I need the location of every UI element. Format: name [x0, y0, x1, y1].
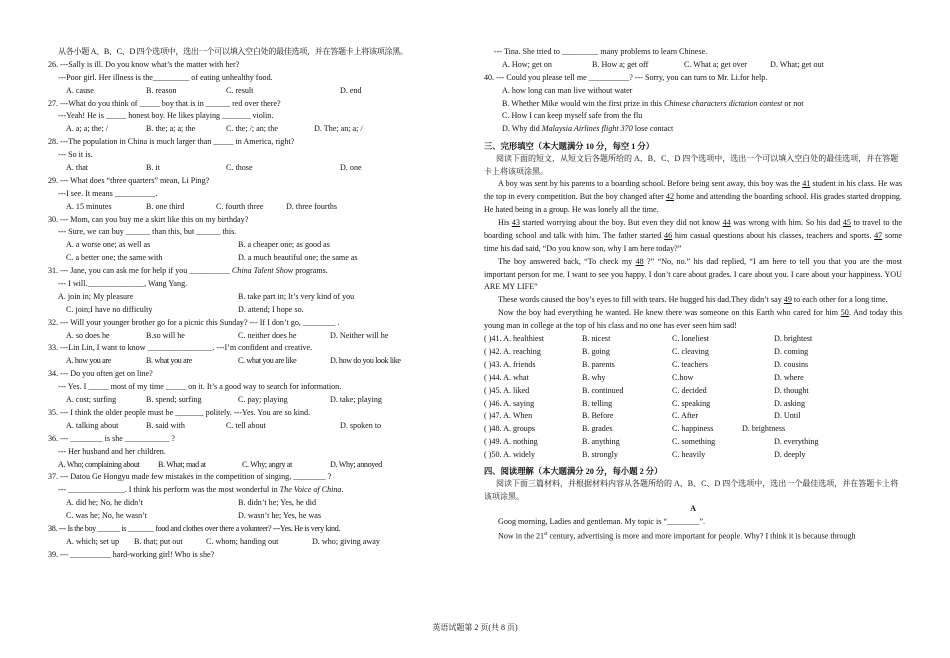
q39-options [484, 59, 902, 72]
q37-options-cd [48, 510, 468, 523]
q34-stem: 34. --- Do you often get on line? [48, 369, 153, 379]
passage-a-paragraph-1: Goog morning, Ladies and gentleman. My topic is “________”. [498, 516, 706, 526]
cloze-paragraph-1: A boy was sent by his parents to a boarding school. Before being sent away, this boy was the 41 student in his class. He was the top in every competition. But the boy changed after 42 home and attending the boarding school. His grades started dropping. He hated being in a group. He was lonely all the time. [484, 179, 902, 215]
cloze-paragraph-3: The boy answered back, “To check my 48 ?” “No, no.” his dad replied, “I am here to tell you that you are the most important person for me. I want to see you happy. I don’t care about grades. I care about you. I care about your happiness. YOU ARE MY LIFE” [484, 256, 902, 292]
page-footer: 英语试题第 2 页(共 8 页) [432, 623, 518, 632]
q32-option-d[interactable]: D. Neither will he [330, 330, 389, 340]
blank-47: 47 [874, 230, 883, 240]
cloze-option-b[interactable]: B. going [582, 347, 610, 356]
cloze-option-row [484, 436, 902, 449]
q30-option-b[interactable]: B. a cheaper one; as good as [238, 240, 330, 250]
blank-43: 43 [511, 217, 520, 227]
q34-option-a[interactable]: A. cost; surfing [66, 395, 117, 405]
q30-options-ab [48, 239, 468, 252]
q34-options [48, 394, 468, 407]
q37-stem: 37. --- Datou Ge Hongyu made few mistakes in the competition of singing, ________ ? [48, 472, 332, 482]
q40-option-b[interactable]: B. Whether Mike would win the first prize in this Chinese characters dictation contest or not [502, 98, 804, 108]
q35-option-c[interactable]: C. tell about [226, 420, 266, 430]
q27-line2: ---Yeah! He is _____ honest boy. He likes playing _______ violin. [58, 111, 274, 121]
cloze-option-a[interactable]: ( )41. A. healthiest [484, 334, 545, 344]
q31-stem: 31. --- Jane, you can ask me for help if you __________ China Talent Show programs. [48, 266, 328, 276]
q27-option-a[interactable]: A. a; a; the; / [66, 124, 109, 134]
cloze-option-a[interactable]: ( )45. A. liked [484, 385, 530, 395]
cloze-option-a[interactable]: ( )48. A. groups [484, 424, 536, 434]
blank-41: 41 [802, 179, 811, 189]
cloze-option-b[interactable]: B. anything [582, 437, 620, 447]
section2-instruction: 从各小题 A、B、C、D 四个选项中，选出一个可以填入空白处的最佳选项，并在答题卡上将该项涂黑。 [58, 47, 408, 56]
cloze-option-c[interactable]: C. loneliest [672, 334, 709, 344]
q28-stem: 28. ---The population in China is much larger than _____ in America, right? [48, 137, 295, 147]
q33-option-b[interactable]: B. what you are [146, 356, 192, 366]
cloze-option-row [484, 410, 902, 423]
blank-45: 45 [842, 217, 851, 227]
q26-option-c[interactable]: C. result [226, 85, 254, 95]
cloze-option-c[interactable]: C. something [672, 437, 716, 447]
cloze-option-c[interactable]: C. heavily [672, 450, 706, 460]
cloze-option-row [484, 346, 902, 359]
q28-option-d[interactable]: D. one [340, 163, 362, 173]
q35-stem: 35. --- I think the older people must be _______ politely. ---Yes. You are so kind. [48, 407, 311, 417]
q31-option-d[interactable]: D. attend; I hope so. [238, 304, 304, 314]
q33-option-c[interactable]: C. what you are like [238, 356, 297, 366]
cloze-option-c[interactable]: C.how [672, 372, 694, 382]
q38-option-b[interactable]: B. that; put out [134, 536, 183, 546]
q31-options-cd [48, 304, 468, 317]
blank-42: 42 [665, 192, 674, 202]
cloze-option-b[interactable]: B. why [582, 372, 606, 382]
cloze-option-d[interactable]: D. asking [774, 398, 806, 408]
cloze-option-row [484, 398, 902, 411]
cloze-option-c[interactable]: C. After [672, 411, 699, 421]
passage-a-label: A [690, 504, 696, 514]
cloze-paragraph-2: His 43 started worrying about the boy. But even they did not know 44 was wrong with him. So his dad 45 to travel to the boarding school and talk with him. The father started 46 him casual questions about his classes, teachers and sports. 47 some time his dad said, “Do you know son, why I am here today?” [484, 217, 903, 253]
cloze-option-c[interactable]: C. decided [672, 385, 707, 395]
section3-instruction: 阅读下面的短文，从短文后各题所给的 A、B、C、D 四个选项中，选出一个可以填入空白处的最佳选项，并在答题卡上将该项涂黑。 [484, 154, 899, 176]
q29-line2: ---I see. It means __________. [58, 188, 158, 198]
q27-stem: 27. ---What do you think of _____ boy that is in ______ red over there? [48, 98, 281, 108]
q37-option-a[interactable]: A. did he; No, he didn’t [66, 498, 143, 508]
q40-stem: 40. --- Could you please tell me __________? --- Sorry, you can turn to Mr. Li.for help. [484, 72, 768, 82]
q26-line2: ---Poor girl. Her illness is the_________ of eating unhealthy food. [58, 72, 273, 82]
q27-option-b[interactable]: B. the; a; a; the [146, 124, 196, 134]
q34-option-c[interactable]: C. pay; playing [238, 395, 288, 405]
q26-stem: 26. ---Sally is ill. Do you know what’s the matter with her? [48, 59, 240, 69]
q30-options-cd [48, 252, 468, 265]
q34-line2: --- Yes. I _____ most of my time _____ on it. It’s a good way to search for information. [58, 382, 342, 392]
q39-stem: 39. --- __________ hard-working girl! Who is she? [48, 549, 215, 559]
cloze-option-row [484, 385, 902, 398]
cloze-option-d[interactable]: D. everything [774, 437, 819, 447]
cloze-option-row [484, 359, 902, 372]
q38-option-c[interactable]: C. whom; handing out [206, 536, 279, 546]
q35-option-b[interactable]: B. said with [146, 420, 185, 430]
q29-option-d[interactable]: D. three fourths [286, 201, 338, 211]
q30-option-c[interactable]: C. a better one; the same with [66, 253, 163, 263]
q29-option-a[interactable]: A. 15 minutes [66, 201, 112, 211]
q33-option-a[interactable]: A. how you are [66, 356, 111, 366]
q35-option-d[interactable]: D. spoken to [340, 420, 382, 430]
q28-option-a[interactable]: A. that [66, 163, 89, 173]
show-title: The Voice of China [279, 485, 342, 495]
passage-a-paragraph-2: Now in the 21st century, advertising is more and more important for people. Why? I think it is because through [498, 531, 856, 541]
q28-option-c[interactable]: C. those [226, 163, 253, 173]
q31-option-a[interactable]: A. join in; My pleasure [58, 291, 134, 301]
q38-options [48, 536, 468, 549]
q28-options [48, 162, 468, 175]
cloze-option-b[interactable]: B. continued [582, 385, 624, 395]
show-title: China Talent Show [231, 266, 294, 276]
q38-option-d[interactable]: D. who; giving away [312, 536, 380, 546]
q29-option-c[interactable]: C. fourth three [216, 201, 264, 211]
section4-instruction: 阅读下面三篇材料，并根据材料内容从各题所给的 A、B、C、D 四个选项中，选出一个最佳选项，并在答题卡上将该项涂黑。 [484, 479, 899, 501]
q27-option-c[interactable]: C. the; /; an; the [226, 124, 278, 134]
q36-option-b[interactable]: B. What; mad at [158, 459, 206, 469]
cloze-option-row [484, 333, 902, 346]
q28-option-b[interactable]: B. it [146, 163, 160, 173]
cloze-options [484, 333, 902, 462]
cloze-option-row [484, 423, 902, 436]
cloze-option-row [484, 449, 902, 462]
q38-option-a[interactable]: A. which; set up [66, 536, 120, 546]
q35-option-a[interactable]: A. talking about [66, 420, 119, 430]
cloze-option-c[interactable]: C. cleaving [672, 347, 709, 356]
q37-option-c[interactable]: C. was he; No, he wasn’t [66, 511, 148, 521]
q30-option-a[interactable]: A. a worse one; as well as [66, 240, 151, 250]
cloze-option-a[interactable]: ( )47. A. When [484, 411, 533, 421]
q33-option-d[interactable]: D. how do you look like [330, 356, 401, 366]
right-column [484, 46, 902, 543]
q36-option-a[interactable]: A. Who; complaining about [58, 459, 140, 469]
cloze-option-b[interactable]: B. nicest [582, 334, 611, 344]
q30-option-d[interactable]: D. a much beautiful one; the same as [238, 253, 358, 263]
q26-option-d[interactable]: D. end [340, 85, 362, 95]
cloze-option-b[interactable]: B. strongly [582, 450, 618, 460]
q33-options [48, 355, 468, 368]
q36-options [48, 459, 468, 472]
cloze-option-b[interactable]: B. telling [582, 398, 613, 408]
cloze-paragraph-5: Now the boy had everything he wanted. He knew there was someone on this Earth who cared for him 50. And today this young man in college at the top of his class and no one has ever seen him sad! [484, 308, 902, 331]
q30-stem: 30. --- Mom, can you buy me a skirt like this on my birthday? [48, 214, 249, 224]
q31-line2: --- I will.______________, Wang Yang. [58, 279, 188, 289]
q34-option-b[interactable]: B. spend; surfing [146, 395, 202, 405]
q36-option-c[interactable]: C. Why; angry at [242, 459, 292, 469]
blank-50: 50 [840, 308, 849, 318]
section3-title: 三、完形填空（本大题满分 10 分，每空 1 分） [484, 142, 655, 152]
q30-line2: --- Sure, we can buy ______ than this, but ______ this. [58, 227, 237, 237]
q36-line2: --- Her husband and her children. [58, 446, 166, 456]
q37-line2: --- ______________. I think his perform was the most wonderful in The Voice of China. [58, 485, 344, 495]
q39-option-a[interactable]: A. How; get on [502, 59, 552, 69]
q32-stem: 32. --- Will your younger brother go for a picnic this Sunday? --- If I don’t go, ________ . [48, 317, 340, 327]
q27-options [48, 123, 468, 136]
cloze-option-d[interactable]: D. deeply [774, 450, 806, 460]
q37-option-b[interactable]: B. didn’t he; Yes, he did [238, 498, 317, 508]
blank-49: 49 [783, 295, 792, 305]
q40-option-a[interactable]: A. how long can man live without water [502, 85, 633, 95]
cloze-paragraph-4: These words caused the boy’s eyes to fill with tears. He hugged his dad.They didn’t say 49 to each other for a long time. [498, 295, 888, 305]
blank-46: 46 [664, 230, 673, 240]
q37-option-d[interactable]: D. wasn’t he; Yes, he was [238, 511, 322, 521]
cloze-option-c[interactable]: C. teachers [672, 359, 708, 369]
q29-stem: 29. --- What does “three quarters” mean, Li Ping? [48, 175, 210, 185]
q26-option-a[interactable]: A. cause [66, 85, 94, 95]
cloze-option-a[interactable]: ( )50. A. widely [484, 450, 536, 460]
q36-stem: 36. --- ________ is she ___________ ? [48, 433, 176, 443]
cloze-option-d[interactable]: D. thought [774, 385, 809, 395]
q40-option-d[interactable]: D. Why did Malaysia Airlines flight 370 lose contact [502, 124, 674, 134]
q27-option-d[interactable]: D. The; an; a; / [314, 124, 363, 134]
q33-stem: 33. ---Lin Lin, I want to know ________________. ---I’m confident and creative. [48, 343, 313, 353]
q31-option-c[interactable]: C. join;I have no difficulty [66, 304, 153, 314]
blank-44: 44 [722, 217, 731, 227]
q37-options-ab [48, 497, 468, 510]
q31-options-ab [48, 291, 468, 304]
cloze-option-d[interactable]: D. where [774, 372, 804, 382]
cloze-option-a[interactable]: ( )44. A. what [484, 372, 529, 382]
q36-option-d[interactable]: D. Why; annoyed [330, 459, 382, 469]
q29-option-b[interactable]: B. one third [146, 201, 185, 211]
cloze-option-a[interactable]: ( )46. A. saying [484, 398, 535, 408]
cloze-option-row [484, 372, 902, 385]
cloze-option-a[interactable]: ( )43. A. friends [484, 359, 536, 369]
q34-option-d[interactable]: D. take; playing [330, 395, 382, 405]
q40-option-c[interactable]: C. How I can keep myself safe from the flu [502, 111, 643, 121]
cloze-option-d[interactable]: D. brightness [742, 424, 786, 434]
cloze-option-b[interactable]: B. Before [582, 411, 614, 421]
cloze-option-a[interactable]: ( )49. A. nothing [484, 437, 538, 447]
section4-title: 四、阅读理解（本大题满分 20 分，每小题 2 分） [484, 467, 663, 477]
q26-option-b[interactable]: B. reason [146, 85, 177, 95]
q39-line2: --- Tina. She tried to _________ many problems to learn Chinese. [494, 47, 708, 56]
q32-option-c[interactable]: C. neither does he [238, 330, 297, 340]
cloze-option-d[interactable]: D. cousins [774, 359, 809, 369]
q32-option-a[interactable]: A. so does he [66, 330, 110, 340]
blank-48: 48 [635, 256, 644, 266]
q38-stem: 38. --- Is the boy ______ is _______ food and clothes over there a volunteer? ---Yes. He is very kind. [48, 523, 341, 533]
q26-options [48, 85, 468, 98]
left-column [48, 46, 468, 562]
q35-options [48, 420, 468, 433]
q28-line2: --- So it is. [58, 150, 93, 160]
q39-option-d[interactable]: D. What; get out [770, 59, 824, 69]
q39-option-b[interactable]: B. How a; get off [592, 59, 649, 69]
cloze-option-c[interactable]: C. speaking [672, 398, 711, 408]
cloze-option-b[interactable]: B. grades [582, 424, 613, 434]
q32-option-b[interactable]: B.so will he [146, 330, 185, 340]
q29-options [48, 201, 468, 214]
cloze-option-d[interactable]: D. Until [774, 411, 801, 421]
cloze-option-d[interactable]: D. brightest [774, 334, 813, 344]
cloze-option-c[interactable]: C. happiness [672, 424, 714, 434]
cloze-option-a[interactable]: ( )42. A. reaching [484, 347, 541, 356]
cloze-option-b[interactable]: B. parents [582, 359, 615, 369]
cloze-option-d[interactable]: D. coming [774, 347, 809, 356]
q31-option-b[interactable]: B. take part in; It’s very kind of you [238, 291, 355, 301]
q39-option-c[interactable]: C. What a; get over [684, 59, 748, 69]
q32-options [48, 330, 468, 343]
